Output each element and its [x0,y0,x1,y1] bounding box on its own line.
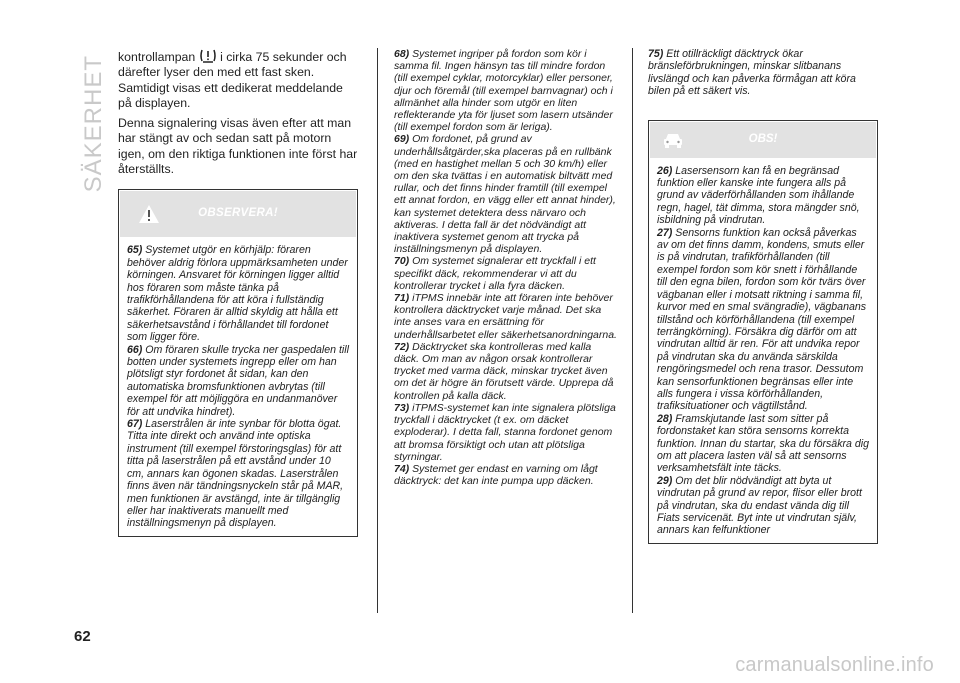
notice-box-body [649,159,877,543]
note-75: 75) Ett otillräckligt däcktryck ökar bränsleförbrukningen, minskar slitbanans livslängd och kan påverka förmågan att köra bilen på ett säkert vis. [648,48,856,98]
paragraph-1-start: kontrollampan [118,50,196,64]
note-68: 68) Systemet ingriper på fordon som kör i samma fil. Ingen hänsyn tas till mindre fordon (till exempel cyklar, motorcyklar) eller personer, djur och föremål (till exempel barnvagnar) och i allmänhet alla hinder som utgör en liten reflekterande yta för ljuset som lasern utsänder (till exempel fordon som är leriga). [394,48,613,134]
watermark: carmanualsonline.info [735,654,934,676]
warning-box-header [120,191,356,237]
note-71: 71) iTPMS innebär inte att föraren inte behöver kontrollera däcktrycket varje månad. Det ska inte anses vara en ersättning för underhållsarbetet eller säkerhetsanordningarna. [394,292,617,341]
paragraph-1-end: i cirka 75 sekunder och därefter lyser den med ett fast sken. Samtidigt visas ett dedikerat meddelande på displayen. [118,50,347,110]
note-66: 66) Om föraren skulle trycka ner gaspedalen till botten under systemets ingrepp eller om han plötsligt styr fordonet åt sidan, kan den automatiska bromsfunktionen avbrytas (till exempel för att möjliggöra en undanmanöver för att undvika hindret). [127,343,349,418]
column-1 [118,48,358,537]
column-divider [377,48,378,613]
section-title: SÄKERHET [80,55,107,193]
note-27: 27) Sensorns funktion kan också påverkas av om det finns damm, kondens, smuts eller is på vindrutan, trafikförhållanden (till exempel fordon som kör snett i förhållande till den egna bilen, fordon som kör tvärs över vägbanan eller i motsatt riktning i samma fil, kurvor med en smal svängradie), vägbanans tillstånd och körförhållandena (till exempel terrängkörning). Försäkra dig därför om att vindrutan alltid är ren. För att undvika repor på vindrutan ska du använda särskilda rengöringsmedel och rena trasor. Dessutom kan sensorfunktionen begränsas eller inte alls fungera i vissa körförhållanden, trafiksituationer och vägtillstånd. [657,226,867,413]
paragraph-1 [118,48,358,111]
note-26: 26) Lasersensorn kan få en begränsad funktion eller kanske inte fungera alls på grund av väderförhållanden som ihållande regn, hagel, tät dimma, stora mängder snö, isbildning på vindrutan. [657,164,860,227]
paragraph-2: Denna signalering visas även efter att man har stängt av och sedan satt på motorn igen, om den riktiga funktionen inte först har återställts. [118,116,358,177]
warning-box-body [119,238,357,535]
note-28: 28) Framskjutande last som sitter på fordonstaket kan störa sensorns korrekta funktion. Innan du startar, ska du försäkra dig om att placera lasten väl så att sensorns verksamhetsfält inte täcks. [657,412,869,475]
warning-lamp-icon [199,48,217,64]
column-divider [632,48,633,613]
warning-box [118,189,358,536]
column-3 [648,48,878,544]
note-65: 65) Systemet utgör en körhjälp: föraren behöver aldrig förlora uppmärksamheten under körningen. Ansvaret för körningen ligger alltid hos föraren som måste tänka på trafikförhållandena för att köra i fullständig säkerhet. Föraren är alltid skyldig att hålla ett säkerhetsavstånd i förhållandet till fordonet som ligger före. [127,244,348,344]
column-2 [394,48,618,487]
note-67: 67) Laserstrålen är inte synbar för blotta ögat. Titta inte direkt och använd inte optiska instrument (till exempel förstoringsglas) för att titta på laserstrålen på ett avstånd under 10 cm, annars kan ögonen skadas. Laserstrålen finns även när tändningsnyckeln står på MAR, men funktionen är avstängd, inte är tillgänglig eller har inaktiverats manuellt med inställningsmenyn på displayen. [127,418,344,530]
page-number: 62 [74,628,91,645]
note-29: 29) Om det blir nödvändigt att byta ut vindrutan på grund av repor, flisor eller brott på vindrutan, ska du endast vända dig till Fiats servicenät. Byt inte ut vindrutan själv, annars kan felfunktioner [657,474,862,537]
note-73: 73) iTPMS-systemet kan inte signalera plötsliga tryckfall i däcktrycket (t ex. om däcket exploderar). I detta fall, stanna fordonet genom att bromsa försiktigt och utan att plötsliga styrningar. [394,401,616,463]
notice-box-heading: OBS! [748,132,778,145]
note-72: 72) Däcktrycket ska kontrolleras med kalla däck. Om man av någon orsak kontrollerar trycket med varma däck, minskar trycket även om det är högre än förutsett värde. Upprepa då kontrollen på kalla däck. [394,340,614,402]
note-74: 74) Systemet ger endast en varning om lågt däcktryck: det kan inte pumpa upp däcken. [394,462,598,488]
warning-box-heading: OBSERVERA! [198,207,278,220]
note-70: 70) Om systemet signalerar ett tryckfall i ett specifikt däck, rekommenderar vi att du kontrollerar trycket i alla fyra däcken. [394,255,596,292]
notice-box-header [650,122,876,158]
notice-box [648,120,878,544]
note-69: 69) Om fordonet, på grund av underhållsåtgärder,ska placeras på en rullbänk (med en hastighet mellan 5 och 30 km/h) eller om den ska tvättas i en automatisk biltvätt med rullar, och det finns hinder framtill (till exempel ett annat fordon, en vägg eller ett annat hinder), kan systemet detektera dess närvaro och aktiveras. I detta fall är det nödvändigt att inaktivera systemet genom att trycka på inställningsmenyn på displayen. [394,133,616,256]
